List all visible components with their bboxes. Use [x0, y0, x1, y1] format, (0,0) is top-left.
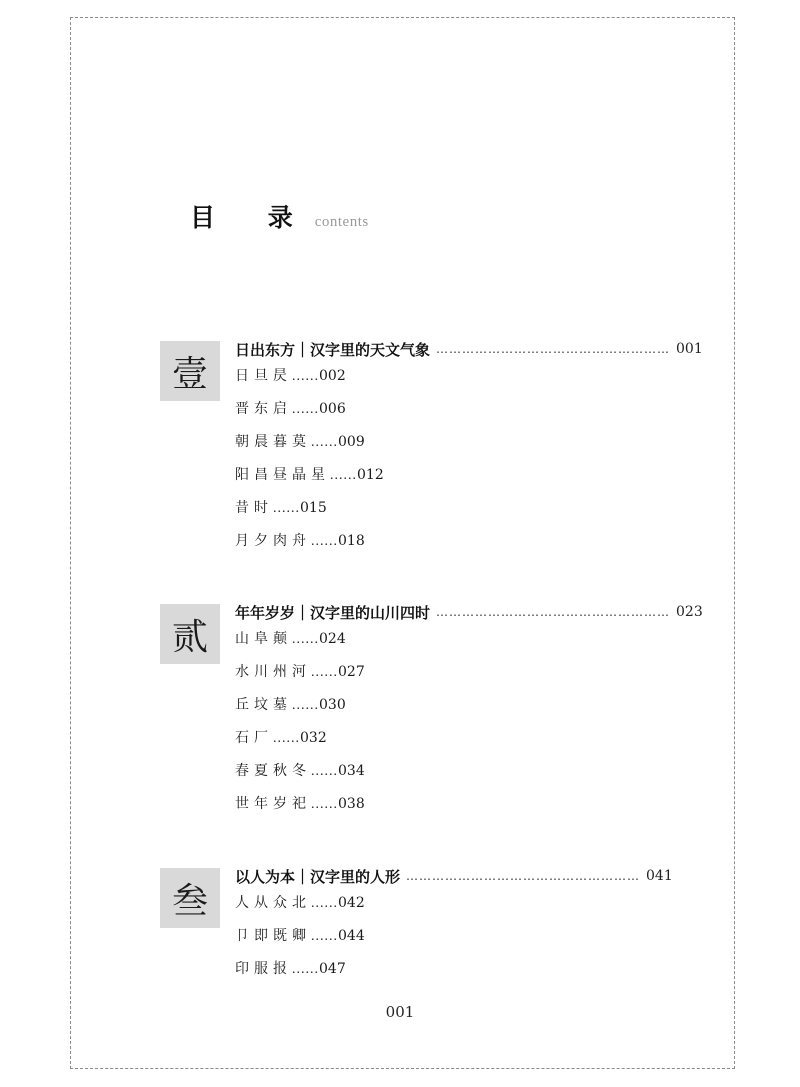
entry-label: 阳昌昼晶星 — [235, 467, 330, 483]
toc-header — [190, 198, 369, 234]
entry-separator: ...... — [311, 797, 338, 812]
entry-list — [235, 360, 384, 558]
chapter-heading-text: 年年岁岁｜汉字里的山川四时 — [235, 603, 431, 622]
chapter-heading-text: 日出东方｜汉字里的天文气象 — [235, 340, 431, 359]
dot-leader: ……………………………………………… — [406, 869, 641, 883]
toc-entry[interactable] — [235, 623, 365, 656]
entry-list — [235, 623, 365, 821]
entry-separator: ...... — [311, 929, 338, 944]
entry-separator: ...... — [292, 698, 319, 713]
entry-page-number: 030 — [319, 697, 346, 713]
toc-entry[interactable] — [235, 953, 365, 986]
chapter-heading[interactable] — [235, 601, 703, 623]
entry-page-number: 015 — [300, 500, 327, 516]
page-number: 001 — [385, 1003, 415, 1021]
toc-entry[interactable] — [235, 492, 384, 525]
entry-page-number: 006 — [319, 401, 346, 417]
entry-page-number: 009 — [338, 434, 365, 450]
entry-page-number: 027 — [338, 664, 365, 680]
entry-separator: ...... — [311, 665, 338, 680]
entry-label: 晋东启 — [235, 401, 292, 417]
entry-label: 印服报 — [235, 961, 292, 977]
entry-separator: ...... — [311, 534, 338, 549]
entry-separator: ...... — [311, 896, 338, 911]
toc-entry[interactable] — [235, 689, 365, 722]
entry-page-number: 044 — [338, 928, 365, 944]
entry-label: 水川州河 — [235, 664, 311, 680]
entry-page-number: 012 — [357, 467, 384, 483]
entry-page-number: 002 — [319, 368, 346, 384]
chapter-heading[interactable] — [235, 865, 673, 887]
chapter-badge: 叁 — [160, 868, 220, 928]
entry-label: 昔时 — [235, 500, 273, 516]
entry-list — [235, 887, 365, 986]
chapter-heading-text: 以人为本｜汉字里的人形 — [235, 867, 401, 886]
toc-entry[interactable] — [235, 525, 384, 558]
chapter-badge: 贰 — [160, 604, 220, 664]
entry-label: 月夕肉舟 — [235, 533, 311, 549]
toc-entry[interactable] — [235, 426, 384, 459]
entry-label: 春夏秋冬 — [235, 763, 311, 779]
entry-label: 山阜颠 — [235, 631, 292, 647]
entry-label: 卩即既卿 — [235, 928, 311, 944]
entry-separator: ...... — [273, 501, 300, 516]
toc-entry[interactable] — [235, 393, 384, 426]
entry-label: 朝晨暮莫 — [235, 434, 311, 450]
toc-entry[interactable] — [235, 920, 365, 953]
chapter-page-number: 041 — [646, 868, 673, 884]
chapter-1 — [160, 338, 703, 578]
entry-page-number: 024 — [319, 631, 346, 647]
toc-entry[interactable] — [235, 788, 365, 821]
entry-separator: ...... — [273, 731, 300, 746]
entry-separator: ...... — [292, 962, 319, 977]
toc-entry[interactable] — [235, 656, 365, 689]
entry-separator: ...... — [311, 764, 338, 779]
entry-page-number: 034 — [338, 763, 365, 779]
chapter-badge: 壹 — [160, 341, 220, 401]
entry-page-number: 047 — [319, 961, 346, 977]
toc-entry[interactable] — [235, 360, 384, 393]
entry-separator: ...... — [311, 435, 338, 450]
entry-page-number: 038 — [338, 796, 365, 812]
toc-entry[interactable] — [235, 459, 384, 492]
toc-subtitle: contents — [314, 214, 369, 230]
entry-label: 世年岁祀 — [235, 796, 311, 812]
entry-separator: ...... — [292, 632, 319, 647]
chapter-3 — [160, 865, 673, 995]
entry-label: 日旦昃 — [235, 368, 292, 384]
chapter-heading[interactable] — [235, 338, 703, 360]
entry-page-number: 032 — [300, 730, 327, 746]
entry-separator: ...... — [292, 402, 319, 417]
chapter-page-number: 023 — [676, 604, 703, 620]
entry-separator: ...... — [292, 369, 319, 384]
entry-label: 人从众北 — [235, 895, 311, 911]
entry-page-number: 018 — [338, 533, 365, 549]
chapter-page-number: 001 — [676, 341, 703, 357]
toc-title: 目 录 — [190, 203, 315, 232]
toc-entry[interactable] — [235, 887, 365, 920]
entry-label: 石厂 — [235, 730, 273, 746]
dot-leader: ……………………………………………… — [436, 605, 671, 619]
chapter-2 — [160, 601, 703, 841]
entry-separator: ...... — [330, 468, 357, 483]
dot-leader: ……………………………………………… — [436, 342, 671, 356]
entry-page-number: 042 — [338, 895, 365, 911]
entry-label: 丘坟墓 — [235, 697, 292, 713]
toc-entry[interactable] — [235, 722, 365, 755]
toc-entry[interactable] — [235, 755, 365, 788]
